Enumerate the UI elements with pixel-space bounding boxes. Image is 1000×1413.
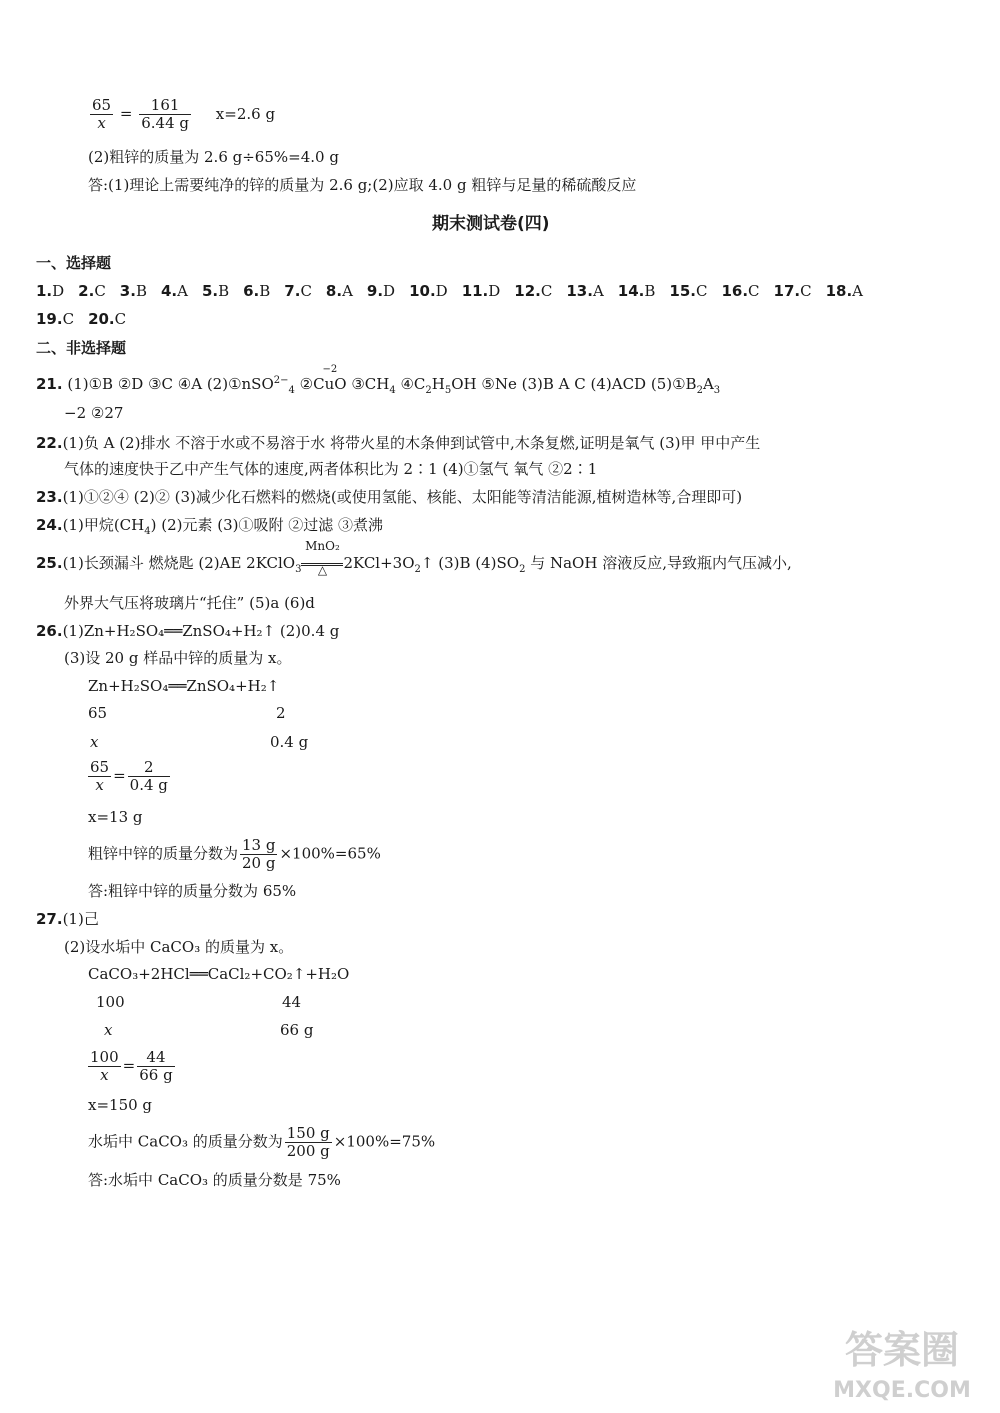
choice-answer xyxy=(161,282,188,300)
choice-answer xyxy=(409,282,448,300)
choice-answer xyxy=(36,282,64,300)
choice-letter: D xyxy=(383,282,396,300)
top-line-3: 答:(1)理论上需要纯净的锌的质量为 2.6 g;(2)应取 4.0 g 粗锌与足量的稀硫酸反应 xyxy=(88,176,637,194)
choice-answer xyxy=(243,282,270,300)
choice-answers-row-1 xyxy=(36,284,877,299)
choice-answer xyxy=(721,282,759,300)
choice-answers-row-2 xyxy=(36,312,140,327)
choice-answer xyxy=(566,282,603,300)
q21-line-1: 21. (1)①B ②D ③C ④A (2)①nSO$^{2-}_4$ ② −2 CuO $③CH_4$ $④C_2H_5OH$ ⑤Ne (3)B A C (4)ACD $(5)①B_2A_3$ xyxy=(36,364,721,396)
top-equation: $\frac{65}{x}$ = $\frac{161}{6.44 g}$ x=2.6 g xyxy=(92,96,276,132)
page-title: 期末测试卷(四) xyxy=(432,214,550,234)
choice-answer xyxy=(774,282,812,300)
watermark-graphic xyxy=(812,1317,992,1407)
q27-result: x=150 g xyxy=(88,1096,153,1114)
choice-letter: C xyxy=(748,282,760,300)
choice-number: 14. xyxy=(617,282,645,300)
q26-result: x=13 g xyxy=(88,808,143,826)
q21-line-2: −2 ②27 xyxy=(64,404,124,422)
choice-number: 10. xyxy=(409,282,436,300)
q27-line-2: (2)设水垢中 CaCO₃ 的质量为 x。 xyxy=(64,938,294,956)
choice-answer xyxy=(462,282,501,300)
choice-answer xyxy=(202,282,229,300)
choice-letter: A xyxy=(342,282,353,300)
q27-mass-fraction: 水垢中 CaCO₃ 的质量分数为 $\frac{150 g}{200 g}$ ×100%=75% xyxy=(88,1124,436,1160)
choice-letter: C xyxy=(94,282,106,300)
q26-answer: 答:粗锌中锌的质量分数为 65% xyxy=(88,882,297,900)
choice-number: 7. xyxy=(284,282,301,300)
q26-ratio-b: 2 xyxy=(276,704,286,722)
q27-ratio-a: 100 xyxy=(96,993,125,1011)
choice-number: 6. xyxy=(243,282,260,300)
choice-number: 5. xyxy=(201,282,219,300)
reaction-condition: MnO₂ △ xyxy=(301,556,343,571)
choice-number: 13. xyxy=(566,282,593,300)
q27-ratio-d: 66 g xyxy=(280,1021,314,1039)
q25-line-2: 外界大气压将玻璃片“托住” (5)a (6)d xyxy=(64,594,315,612)
choice-number: 18. xyxy=(825,282,853,300)
q27-equation: CaCO₃+2HCl══CaCl₂+CO₂↑+H₂O xyxy=(88,965,350,983)
choice-letter: B xyxy=(135,282,147,300)
section-nonchoice-heading: 二、非选择题 xyxy=(36,339,127,357)
choice-letter: B xyxy=(259,282,271,300)
q26-ratio-a: 65 xyxy=(88,704,108,722)
choice-number: 4. xyxy=(160,282,178,300)
choice-letter: B xyxy=(218,282,230,300)
q26-ratio-c: x xyxy=(90,733,99,751)
valence-mark: −2 CuO xyxy=(313,364,347,393)
choice-letter: C xyxy=(300,282,312,300)
choice-number: 11. xyxy=(461,282,489,300)
choice-letter: C xyxy=(114,310,127,328)
q22-line-2: 气体的速度快于乙中产生气体的速度,两者体积比为 2∶1 (4)①氢气 氧气 ②2∶1 xyxy=(64,460,598,478)
q26-equation: Zn+H₂SO₄══ZnSO₄+H₂↑ xyxy=(88,677,280,695)
top-line-2: (2)粗锌的质量为 2.6 g÷65%=4.0 g xyxy=(88,148,339,166)
watermark-text-1: 答案圈 xyxy=(844,1328,960,1372)
fraction: $\frac{65}{x}$ xyxy=(92,96,112,132)
choice-answer xyxy=(618,282,656,300)
q27-ratio-c: x xyxy=(104,1021,113,1039)
choice-letter: A xyxy=(852,282,863,300)
choice-letter: C xyxy=(800,282,812,300)
choice-letter: D xyxy=(488,282,501,300)
q26-proportion: $\frac{65}{x}$ = $\frac{2}{0.4 g}$ xyxy=(90,758,168,794)
choice-answer xyxy=(88,310,126,328)
q26-mass-fraction: 粗锌中锌的质量分数为 $\frac{13 g}{20 g}$ ×100%=65% xyxy=(88,836,381,872)
choice-answer xyxy=(284,282,312,300)
choice-number: 9. xyxy=(366,282,384,300)
watermark-text-2: MXQE.COM xyxy=(833,1378,971,1403)
choice-letter: D xyxy=(52,282,65,300)
choice-number: 16. xyxy=(721,282,749,300)
q23-line: 23.(1)①②④ (2)② (3)减少化石燃料的燃烧(或使用氢能、核能、太阳能等清洁能源,植树造林等,合理即可) xyxy=(36,488,743,506)
choice-answer xyxy=(669,282,707,300)
choice-number: 2. xyxy=(78,282,95,300)
choice-letter: B xyxy=(644,282,656,300)
choice-number: 12. xyxy=(514,282,541,300)
q27-answer: 答:水垢中 CaCO₃ 的质量分数是 75% xyxy=(88,1171,341,1189)
choice-letter: C xyxy=(540,282,553,300)
choice-letter: D xyxy=(435,282,448,300)
q22-line-1: 22.(1)负 A (2)排水 不溶于水或不易溶于水 将带火星的木条伸到试管中,木条复燃,证明是氧气 (3)甲 甲中产生 xyxy=(36,434,761,452)
q26-line-1: 26.(1)Zn+H₂SO₄══ZnSO₄+H₂↑ (2)0.4 g xyxy=(36,622,340,640)
choice-number: 1. xyxy=(36,282,53,300)
choice-number: 8. xyxy=(325,282,343,300)
choice-number: 19. xyxy=(36,310,63,328)
choice-answer xyxy=(120,282,147,300)
choice-answer xyxy=(367,282,395,300)
q26-ratio-d: 0.4 g xyxy=(270,733,309,751)
choice-letter: A xyxy=(592,282,604,300)
q24-line: 24.(1)甲烷$(CH_4)$ (2)元素 (3)①吸附 ②过滤 ③煮沸 xyxy=(36,516,384,537)
choice-answer xyxy=(36,310,74,328)
fraction: $\frac{161}{6.44 g}$ xyxy=(141,96,190,132)
choice-letter: A xyxy=(177,282,188,300)
choice-number: 17. xyxy=(773,282,801,300)
choice-answer xyxy=(826,282,863,300)
watermark-logo xyxy=(812,1317,992,1407)
choice-answer xyxy=(326,282,353,300)
q25-line-1: 25.(1)长颈漏斗 燃烧匙 (2)AE 2KClO$_3$ MnO₂ △ $2KCl+3O_2↑$ (3)B $(4)SO_2$ 与 NaOH 溶液反应,导致瓶内气压减小, xyxy=(36,539,792,577)
q27-ratio-b: 44 xyxy=(282,993,302,1011)
choice-letter: C xyxy=(62,310,75,328)
choice-answer xyxy=(514,282,552,300)
choice-answer xyxy=(78,282,106,300)
q27-proportion: $\frac{100}{x}$ = $\frac{44}{66 g}$ xyxy=(90,1048,173,1084)
choice-letter: C xyxy=(695,282,708,300)
q27-line-1: 27.(1)己 xyxy=(36,910,99,928)
choice-number: 3. xyxy=(119,282,136,300)
choice-number: 20. xyxy=(88,310,115,328)
q26-line-2: (3)设 20 g 样品中锌的质量为 x。 xyxy=(64,649,292,667)
choice-number: 15. xyxy=(669,282,696,300)
section-choice-heading: 一、选择题 xyxy=(36,254,112,272)
